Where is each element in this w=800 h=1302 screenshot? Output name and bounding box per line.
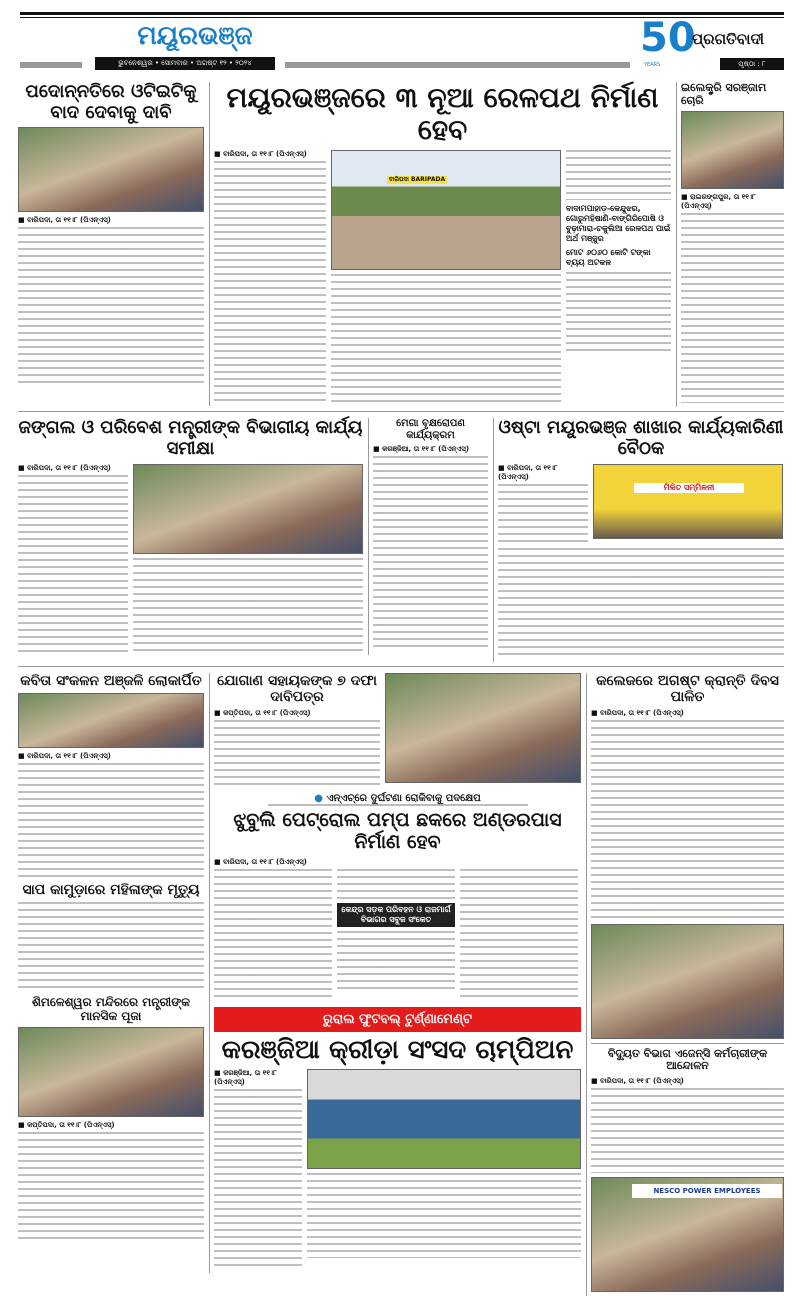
football-banner: ରୁରାଲ ଫୁଟବଲ୍ ଟୁର୍ଣ୍ଣାମେଣ୍ଟ bbox=[214, 1007, 581, 1032]
dateline: ■ କରଞ୍ଜିଆ, ତା ୧୧।୮ (ପିଏନ୍‌ଏସ୍‌) bbox=[214, 1069, 302, 1087]
article-body bbox=[214, 720, 380, 785]
section-title: ମୟୂରଭଞ୍ଜ bbox=[137, 21, 253, 51]
dateline: ■ ବାରିପଦା, ତା ୧୧।୮ (ପିଏନ୍‌ଏସ୍‌) bbox=[18, 464, 128, 473]
dateline: ■ ବାରିପଦା, ତା ୧୧।୮ (ପିଏନ୍‌ଏସ୍‌) bbox=[214, 858, 581, 867]
row-1 bbox=[18, 78, 784, 412]
photo-kabita bbox=[18, 693, 204, 748]
headline-yogana: ଯୋଗାଣ ସହାୟକଙ୍କ ୭ ଦଫା ଦାବିପତ୍ର bbox=[217, 672, 377, 705]
subhead-rail: ବାଦାମପାହାଡ଼-କେନ୍ଦୁଝର, ଗୋରୁମହିଷାଣି-ବାଙ୍ଗିରିପୋଷି ଓ ବୁଢ଼ାମାରା-ଚକୁଲିଆ ରେଳପଥ ପାଇଁ ଅର୍ଥ ମଞ୍ଜୁର bbox=[566, 204, 671, 244]
headline-theft: ଇଲେକ୍ଟ୍ରି ସରଞ୍ଜାମ ଚୋରି bbox=[681, 81, 767, 107]
article-body bbox=[214, 1089, 302, 1269]
photo-yogana bbox=[385, 673, 581, 783]
anniversary-logo: 50 bbox=[640, 15, 696, 61]
story-mega bbox=[368, 418, 488, 655]
article-body bbox=[214, 869, 332, 999]
dateline: ■ ରାଇରଙ୍ଗପୁର, ତା ୧୧।୮ (ପିଏନ୍‌ଏସ୍‌) bbox=[681, 193, 784, 211]
article-body bbox=[373, 456, 488, 651]
story-forest bbox=[18, 418, 363, 658]
headline-forest: ଜଙ୍ଗଲ ଓ ପରିବେଶ ମନ୍ତ୍ରୀଙ୍କ ବିଭାଗୀୟ କାର୍ଯ୍ୟ ସମୀକ୍ଷା bbox=[18, 417, 363, 459]
article-body bbox=[498, 484, 588, 544]
middle-column bbox=[209, 673, 581, 1274]
article-body bbox=[498, 548, 784, 658]
right-column bbox=[586, 673, 784, 1296]
station-board: ବାରିପଦା BARIPADA bbox=[388, 176, 446, 184]
article-body bbox=[591, 720, 784, 920]
article-body bbox=[133, 558, 363, 653]
bullet-icon: ● bbox=[314, 792, 327, 804]
story-rail bbox=[209, 82, 671, 406]
callout-box: କେନ୍ଦ୍ର ସଡ଼କ ପରିବହନ ଓ ରାଜମାର୍ଗ ବିଭାଗର ସବୁଜ ସଂକେତ bbox=[337, 903, 455, 927]
story-theft bbox=[676, 82, 784, 407]
article-body bbox=[18, 475, 128, 655]
article-body bbox=[18, 902, 204, 992]
photo-forest bbox=[133, 464, 363, 554]
photo-otet bbox=[18, 127, 204, 212]
photo-temple bbox=[18, 1027, 204, 1117]
photo-osta bbox=[593, 464, 783, 539]
headline-otet: ପଦୋନ୍ନତିରେ ଓଟିଇଟିକୁ ବାଦ ଦେବାକୁ ଦାବି bbox=[25, 81, 197, 123]
photo-power bbox=[591, 1177, 784, 1292]
article-body bbox=[337, 931, 455, 991]
dateline: ■ ବାରିପଦା, ତା ୧୧।୮ (ପିଏନ୍‌ଏସ୍‌) bbox=[214, 150, 326, 159]
dateline: ■ କରଞ୍ଜିଆ, ତା ୧୧।୮ (ପିଏନ୍‌ଏସ୍‌) bbox=[373, 445, 488, 454]
article-body bbox=[307, 1173, 581, 1258]
dateline: ■ ବାରିପଦା, ତା ୧୧।୮ (ପିଏନ୍‌ଏସ୍‌) bbox=[498, 464, 588, 482]
headline-mega: ମେଗା ବୃକ୍ଷରୋପଣ କାର୍ଯ୍ୟକ୍ରମ bbox=[396, 418, 465, 441]
dateline: ■ ବାରିପଦା, ତା ୧୧।୮ (ପିଏନ୍‌ଏସ୍‌) bbox=[18, 752, 204, 761]
article-body bbox=[460, 869, 578, 999]
article-body bbox=[591, 1088, 784, 1173]
masthead-bar bbox=[20, 62, 82, 68]
dateline: ■ ବାରିପଦା, ତା ୧୧।୮ (ପିଏନ୍‌ଏସ୍‌) bbox=[591, 1077, 784, 1086]
headline-football: କରଞ୍ଜିଆ କ୍ରୀଡ଼ା ସଂସଦ ଚାମ୍ପିଅନ bbox=[221, 1034, 574, 1065]
divider bbox=[591, 1043, 784, 1044]
article-body bbox=[566, 150, 671, 200]
meeting-banner: ମିଳିତ ସମ୍ମିଳନୀ bbox=[634, 483, 744, 493]
article-body bbox=[337, 869, 455, 899]
row-2 bbox=[18, 414, 784, 666]
row-3 bbox=[18, 669, 784, 1300]
headline-rail: ମୟୂରଭଞ୍ଜରେ ୩ ନୂଆ ରେଳପଥ ନିର୍ମାଣ ହେବ bbox=[226, 81, 659, 147]
headline-underpass: ଝୁବୁଲି ପେଟ୍ରୋଲ ପମ୍ପ ଛକରେ ଅଣ୍ଡରପାସ ନିର୍ମାଣ ହେବ bbox=[233, 808, 562, 853]
headline-college: କଲେଜରେ ଅଗଷ୍ଟ କ୍ରାନ୍ତି ଦିବସ ପାଳିତ bbox=[596, 672, 779, 705]
article-body bbox=[566, 272, 671, 352]
headline-temple: ଶିମଳେଶ୍ୱର ମନ୍ଦିରରେ ମନ୍ତ୍ରୀଙ୍କ ମାନସିକ ପୂଜା bbox=[31, 994, 190, 1023]
photo-football-team bbox=[307, 1069, 581, 1169]
brand-name: ପ୍ରଗତିବାଦୀ bbox=[692, 30, 765, 48]
anniversary-years: YEARS bbox=[644, 62, 661, 68]
headline-kabita: କବିତା ସଂକଳନ ଅଞ୍ଜଳି ଲୋକାର୍ପିତ bbox=[20, 672, 202, 689]
article-body bbox=[18, 763, 204, 878]
kicker-underpass bbox=[268, 793, 528, 806]
article-body bbox=[331, 274, 561, 402]
article-body bbox=[18, 227, 204, 387]
dateline: ■ ବାରିପଦା, ତା ୧୧।୮ (ପିଏନ୍‌ଏସ୍‌) bbox=[591, 709, 784, 718]
kicker-text: ଏନ୍‌ଏଚ୍‌ରେ ଦୁର୍ଘଟଣା ରୋକିବାକୁ ପଦକ୍ଷେପ bbox=[326, 792, 481, 804]
headline-osta: ଓଷ୍ଟା ମୟୂରଭଞ୍ଜ ଶାଖାର କାର୍ଯ୍ୟକାରିଣୀ ବୈଠକ bbox=[498, 417, 784, 459]
protest-banner: NESCO POWER EMPLOYEES bbox=[632, 1184, 782, 1198]
story-otet bbox=[18, 82, 204, 391]
page-number: ପୃଷ୍ଠା : ୮ bbox=[720, 58, 784, 70]
article-body bbox=[18, 1132, 204, 1242]
subhead-rail-cost: ମୋଟ ୬୦୬୦ କୋଟି ଟଙ୍କା ବ୍ୟୟ ଅଟକଳ bbox=[566, 248, 651, 268]
left-column bbox=[18, 673, 204, 1247]
headline-power: ବିଦ୍ୟୁତ ବିଭାଗ ଏଜେନ୍ସି କର୍ମଚାରୀଙ୍କ ଆନ୍ଦୋଳନ bbox=[607, 1046, 768, 1073]
dateline: ■ କପ୍ତିପଦା, ତା ୧୧।୮ (ପିଏନ୍‌ଏସ୍‌) bbox=[214, 709, 380, 718]
photo-railway-station bbox=[331, 150, 561, 270]
story-osta bbox=[493, 418, 784, 661]
dateline-bar: ଭୁବନେଶ୍ୱର • ସୋମବାର • ଅଗଷ୍ଟ ୧୨ • ୨୦୨୪ bbox=[95, 57, 275, 70]
masthead-bar bbox=[285, 62, 630, 68]
headline-snake: ସାପ କାମୁଡ଼ାରେ ମହିଳାଙ୍କ ମୃତ୍ୟୁ bbox=[22, 881, 200, 898]
dateline: ■ ବାରିପଦା, ତା ୧୧।୮ (ପିଏନ୍‌ଏସ୍‌) bbox=[18, 216, 204, 225]
dateline: ■ କପ୍ତିପଦା, ତା ୧୧।୮ (ପିଏନ୍‌ଏସ୍‌) bbox=[18, 1121, 204, 1130]
article-body bbox=[214, 161, 326, 401]
photo-theft bbox=[681, 111, 784, 189]
photo-college bbox=[591, 924, 784, 1039]
article-body bbox=[681, 213, 784, 403]
